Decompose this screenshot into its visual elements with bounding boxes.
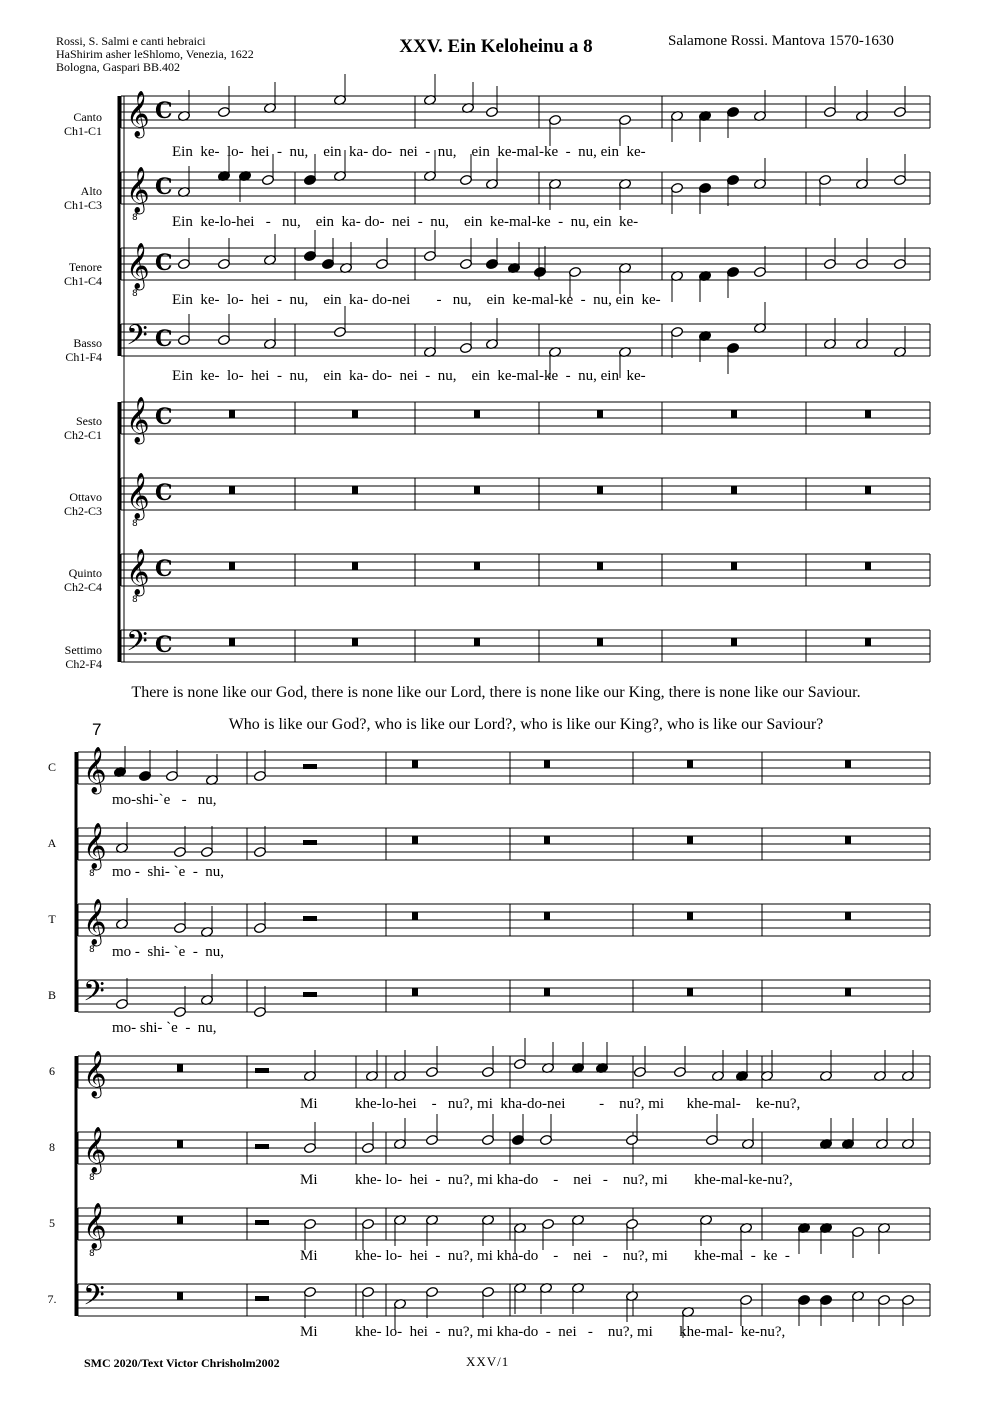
voice-label-8: 8 <box>49 1140 55 1154</box>
treble-clef: 𝄞 <box>83 1051 107 1097</box>
octave-mark: 8 <box>89 869 95 879</box>
treble-clef: 𝄞 <box>126 397 150 443</box>
treble-clef: 𝄞 <box>83 1203 107 1249</box>
treble-clef: 𝄞 <box>83 747 107 793</box>
whole-rest <box>474 638 480 646</box>
lyrics-tenore: Ein ke- lo- hei - nu, ein ka- do-nei - nu, ein ke-mal-ke - nu, ein ke- <box>172 292 661 308</box>
time-signature: C <box>155 480 173 506</box>
piece-title: XXV. Ein Keloheinu a 8 <box>399 36 593 57</box>
whole-rest <box>412 836 418 844</box>
whole-rest <box>177 1216 183 1224</box>
whole-rest <box>229 410 235 418</box>
lyrics-alto: Ein ke-lo-hei - nu, ein ka- do- nei - nu, ein ke-mal-ke - nu, ein ke- <box>172 214 639 230</box>
voice-label-alto: Alto Ch1-C3 <box>63 184 102 212</box>
translation-line-2: Who is like our God?, who is like our Lord?, who is like our King?, who is like our Saviour? <box>228 716 824 733</box>
footer-credit: SMC 2020/Text Victor Chrisholm2002 <box>84 1356 280 1370</box>
time-signature: C <box>155 632 173 658</box>
octave-mark: 8 <box>132 595 138 605</box>
whole-rest <box>865 486 871 494</box>
whole-rest <box>177 1292 183 1300</box>
whole-rest <box>731 638 737 646</box>
breve-rest <box>255 1068 269 1073</box>
whole-rest <box>544 760 550 768</box>
voice-label-quinto: Quinto Ch2-C4 <box>63 566 102 594</box>
voice-label-sesto: Sesto Ch2-C1 <box>63 414 102 442</box>
whole-rest <box>845 836 851 844</box>
time-signature: C <box>155 250 173 276</box>
breve-rest <box>303 916 317 921</box>
voice-label-canto: Canto Ch1-C1 <box>63 110 102 138</box>
whole-rest <box>865 562 871 570</box>
source-line: Bologna, Gaspari BB.402 <box>56 60 180 74</box>
whole-rest <box>474 562 480 570</box>
lyrics-8: Mi khe- lo- hei - nu?, mi kha-do - nei - nu?, mi khe-mal-ke-nu?, <box>300 1172 793 1188</box>
whole-rest <box>865 638 871 646</box>
whole-rest <box>687 912 693 920</box>
octave-mark: 8 <box>89 1173 95 1183</box>
whole-rest <box>865 410 871 418</box>
whole-rest <box>544 988 550 996</box>
bass-clef: 𝄢 <box>83 1279 105 1319</box>
whole-rest <box>597 486 603 494</box>
measure-number: 7 <box>92 720 102 739</box>
time-signature: C <box>155 98 173 124</box>
whole-rest <box>687 836 693 844</box>
lyrics-5: Mi khe- lo- hei - nu?, mi kha-do - nei - nu?, mi khe-mal - ke - <box>300 1248 790 1264</box>
whole-rest <box>352 486 358 494</box>
whole-rest <box>845 912 851 920</box>
breve-rest <box>255 1296 269 1301</box>
treble-clef: 𝄞 <box>83 1127 107 1173</box>
whole-rest <box>597 638 603 646</box>
composer: Salamone Rossi. Mantova 1570-1630 <box>668 33 894 49</box>
whole-rest <box>845 988 851 996</box>
treble-clef: 𝄞 <box>126 549 150 595</box>
page-number: XXV/1 <box>466 1354 510 1369</box>
whole-rest <box>229 486 235 494</box>
whole-rest <box>544 836 550 844</box>
voice-label-basso: Basso Ch1-F4 <box>65 336 102 364</box>
treble-clef: 𝄞 <box>126 243 150 289</box>
whole-rest <box>412 988 418 996</box>
voice-label-b: B <box>47 988 56 1002</box>
time-signature: C <box>155 326 173 352</box>
bass-clef: 𝄢 <box>83 975 105 1015</box>
source-line: HaShirim asher leShlomo, Venezia, 1622 <box>56 47 254 61</box>
whole-rest <box>845 760 851 768</box>
voice-label-c: C <box>47 760 56 774</box>
octave-mark: 8 <box>132 213 138 223</box>
whole-rest <box>597 410 603 418</box>
treble-clef: 𝄞 <box>83 899 107 945</box>
voice-label-tenore: Tenore Ch1-C4 <box>63 260 102 288</box>
whole-rest <box>474 410 480 418</box>
voice-label-ottavo: Ottavo Ch2-C3 <box>63 490 102 518</box>
whole-rest <box>229 638 235 646</box>
whole-rest <box>177 1140 183 1148</box>
voice-label-6: 6 <box>49 1064 55 1078</box>
octave-mark: 8 <box>89 945 95 955</box>
treble-clef: 𝄞 <box>126 473 150 519</box>
whole-rest <box>229 562 235 570</box>
whole-rest <box>352 638 358 646</box>
treble-clef: 𝄞 <box>126 91 150 137</box>
lyrics-a: mo - shi- `e - nu, <box>112 864 225 880</box>
whole-rest <box>352 410 358 418</box>
whole-rest <box>731 486 737 494</box>
whole-rest <box>731 410 737 418</box>
bass-clef: 𝄢 <box>126 625 148 665</box>
time-signature: C <box>155 556 173 582</box>
octave-mark: 8 <box>132 519 138 529</box>
lyrics-canto: Ein ke- lo- hei - nu, ein ka- do- nei - nu, ein ke-mal-ke - nu, ein ke- <box>172 144 646 160</box>
whole-rest <box>597 562 603 570</box>
treble-clef: 𝄞 <box>126 167 150 213</box>
voice-label-a: A <box>47 836 57 850</box>
whole-rest <box>731 562 737 570</box>
source-line: Rossi, S. Salmi e canti hebraici <box>56 34 206 48</box>
time-signature: C <box>155 174 173 200</box>
time-signature: C <box>155 404 173 430</box>
breve-rest <box>303 992 317 997</box>
lyrics-t: mo - shi- `e - nu, <box>112 944 225 960</box>
octave-mark: 8 <box>132 289 138 299</box>
voice-label-5: 5 <box>49 1216 55 1230</box>
voice-label-7: 7. <box>47 1292 57 1306</box>
whole-rest <box>544 912 550 920</box>
lyrics-6: Mi khe-lo-hei - nu?, mi kha-do-nei - nu?, mi khe-mal- ke-nu?, <box>300 1096 801 1112</box>
breve-rest <box>255 1144 269 1149</box>
translation-line-1: There is none like our God, there is none like our Lord, there is none like our King, there is none like our Saviour. <box>131 684 861 701</box>
breve-rest <box>255 1220 269 1225</box>
octave-mark: 8 <box>89 1249 95 1259</box>
whole-rest <box>474 486 480 494</box>
bass-clef: 𝄢 <box>126 319 148 359</box>
lyrics-c: mo-shi-`e - nu, <box>112 792 217 808</box>
whole-rest <box>412 912 418 920</box>
lyrics-basso: Ein ke- lo- hei - nu, ein ka- do- nei - nu, ein ke-mal-ke - nu, ein ke- <box>172 368 646 384</box>
lyrics-7: Mi khe- lo- hei - nu?, mi kha-do - nei - nu?, mi khe-mal- ke-nu?, <box>300 1324 786 1340</box>
whole-rest <box>687 988 693 996</box>
whole-rest <box>352 562 358 570</box>
treble-clef: 𝄞 <box>83 823 107 869</box>
whole-rest <box>177 1064 183 1072</box>
voice-label-settimo: Settimo Ch2-F4 <box>64 643 102 671</box>
whole-rest <box>687 760 693 768</box>
breve-rest <box>303 840 317 845</box>
whole-rest <box>412 760 418 768</box>
lyrics-b: mo- shi- `e - nu, <box>112 1020 217 1036</box>
voice-label-t: T <box>48 912 56 926</box>
breve-rest <box>303 764 317 769</box>
